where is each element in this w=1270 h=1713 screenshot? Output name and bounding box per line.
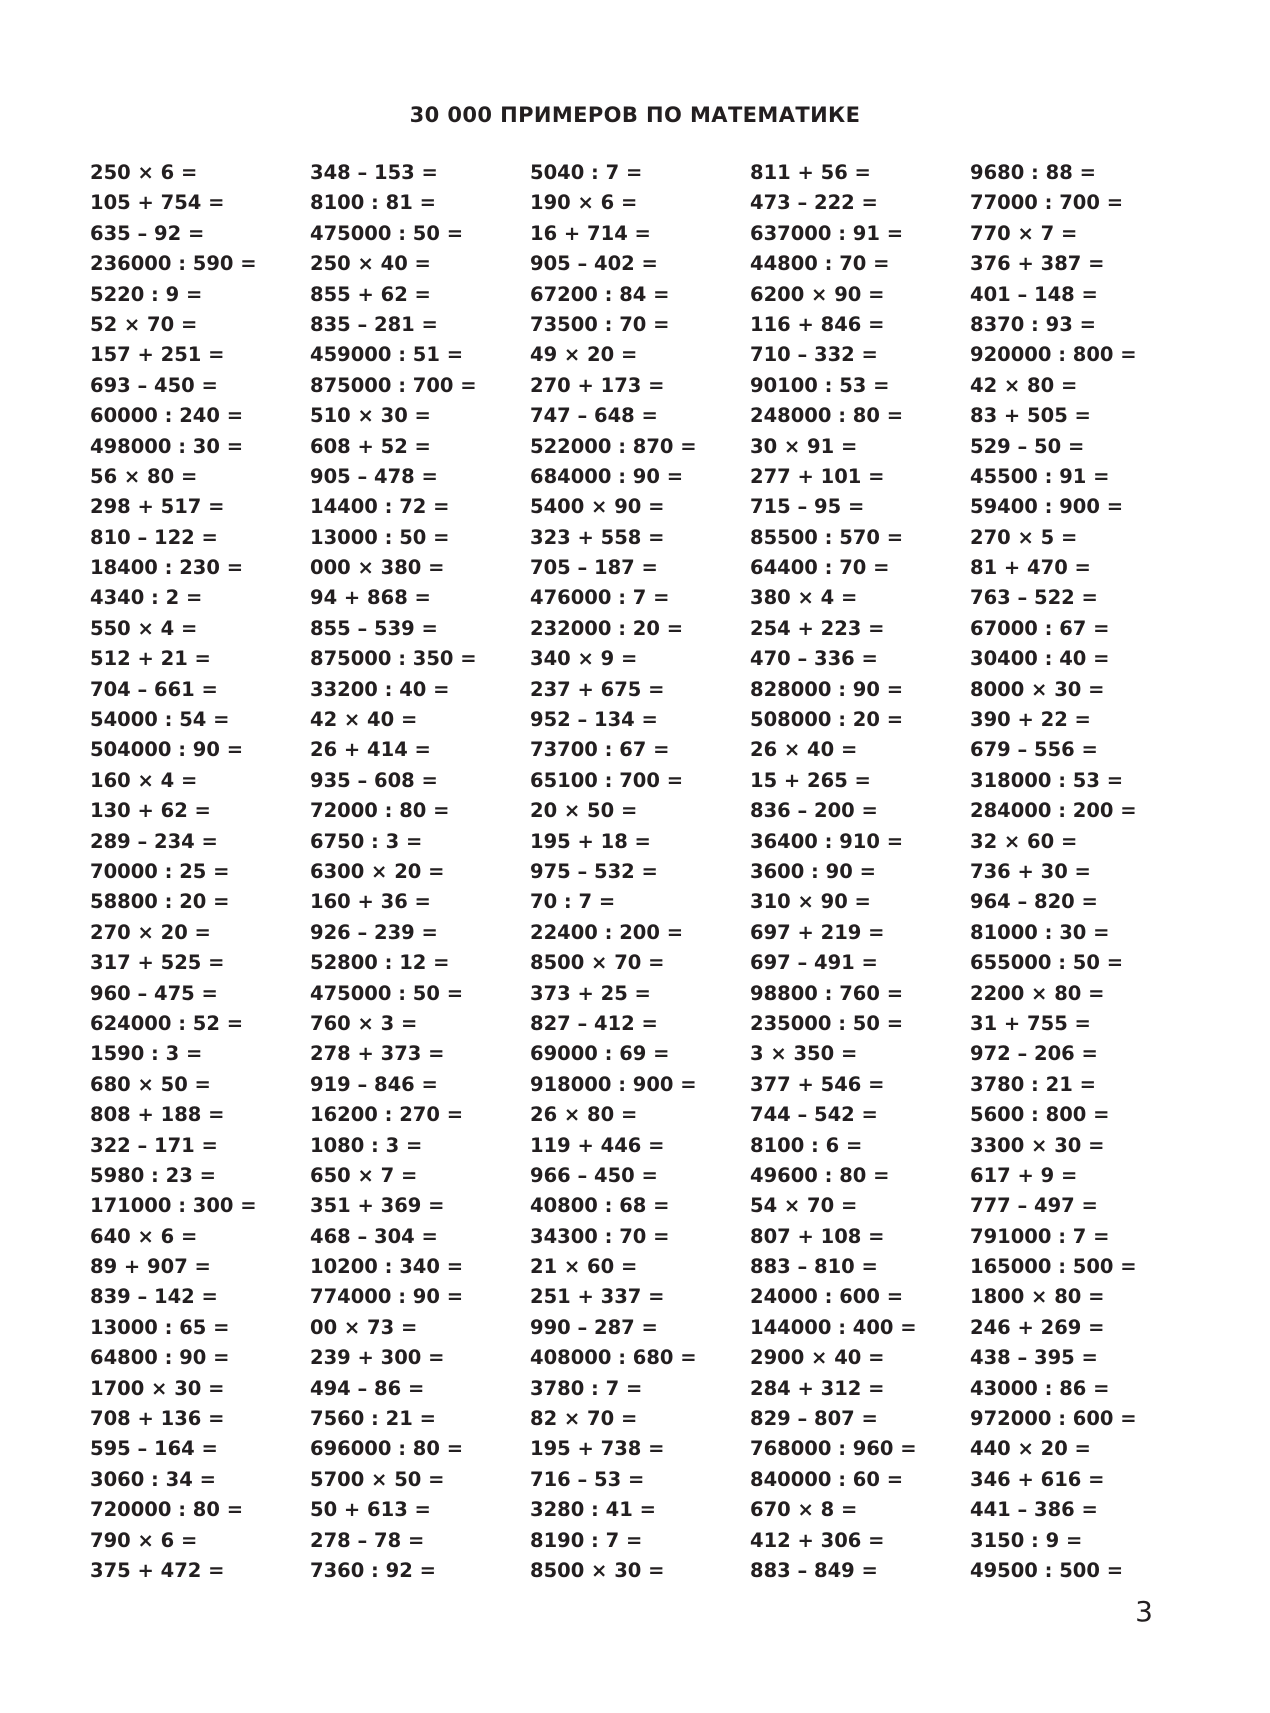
math-example: 59400 : 900 = — [970, 495, 1124, 519]
math-example: 1700 × 30 = — [90, 1376, 225, 1400]
math-example: 105 + 754 = — [90, 191, 225, 215]
math-example: 972 – 206 = — [970, 1042, 1098, 1066]
math-example: 54000 : 54 = — [90, 708, 230, 732]
math-example: 774000 : 90 = — [310, 1285, 464, 1309]
math-example: 171000 : 300 = — [90, 1194, 257, 1218]
math-example: 70 : 7 = — [530, 890, 616, 914]
math-example: 160 + 36 = — [310, 890, 431, 914]
math-example: 696000 : 80 = — [310, 1437, 464, 1461]
math-example: 747 – 648 = — [530, 404, 658, 428]
math-example: 67200 : 84 = — [530, 282, 670, 306]
math-example: 875000 : 700 = — [310, 373, 477, 397]
math-example: 839 – 142 = — [90, 1285, 218, 1309]
math-example: 16 + 714 = — [530, 221, 651, 245]
math-example: 736 + 30 = — [970, 859, 1091, 883]
math-example: 768000 : 960 = — [750, 1437, 917, 1461]
math-example: 8500 × 30 = — [530, 1558, 665, 1582]
math-example: 77000 : 700 = — [970, 191, 1124, 215]
math-example: 3300 × 30 = — [970, 1133, 1105, 1157]
math-example: 16200 : 270 = — [310, 1103, 464, 1127]
math-example: 69000 : 69 = — [530, 1042, 670, 1066]
math-example: 5980 : 23 = — [90, 1163, 216, 1187]
math-example: 3280 : 41 = — [530, 1498, 656, 1522]
math-example: 650 × 7 = — [310, 1163, 418, 1187]
math-example: 00 × 73 = — [310, 1315, 418, 1339]
math-example: 119 + 446 = — [530, 1133, 665, 1157]
math-example: 251 + 337 = — [530, 1285, 665, 1309]
math-example: 22400 : 200 = — [530, 920, 684, 944]
math-example: 855 + 62 = — [310, 282, 431, 306]
math-example: 130 + 62 = — [90, 799, 211, 823]
math-example: 3600 : 90 = — [750, 859, 876, 883]
math-example: 640 × 6 = — [90, 1224, 198, 1248]
math-example: 310 × 90 = — [750, 890, 871, 914]
math-example: 470 – 336 = — [750, 647, 878, 671]
math-example: 33200 : 40 = — [310, 677, 450, 701]
math-example: 278 – 78 = — [310, 1528, 425, 1552]
math-example: 827 – 412 = — [530, 1011, 658, 1035]
math-example: 323 + 558 = — [530, 525, 665, 549]
page-title: 30 000 ПРИМЕРОВ ПО МАТЕМАТИКЕ — [409, 103, 861, 127]
math-example: 49600 : 80 = — [750, 1163, 890, 1187]
math-example: 94 + 868 = — [310, 586, 431, 610]
math-example: 966 – 450 = — [530, 1163, 658, 1187]
math-example: 64800 : 90 = — [90, 1346, 230, 1370]
math-example: 720000 : 80 = — [90, 1498, 244, 1522]
math-example: 401 – 148 = — [970, 282, 1098, 306]
math-example: 697 + 219 = — [750, 920, 885, 944]
math-example: 438 – 395 = — [970, 1346, 1098, 1370]
math-example: 624000 : 52 = — [90, 1011, 244, 1035]
math-example: 317 + 525 = — [90, 951, 225, 975]
math-example: 655000 : 50 = — [970, 951, 1124, 975]
math-example: 836 – 200 = — [750, 799, 878, 823]
math-example: 43000 : 86 = — [970, 1376, 1110, 1400]
math-example: 710 – 332 = — [750, 343, 878, 367]
math-example: 58800 : 20 = — [90, 890, 230, 914]
math-example: 476000 : 7 = — [530, 586, 670, 610]
math-example: 670 × 8 = — [750, 1498, 858, 1522]
math-example: 6200 × 90 = — [750, 282, 885, 306]
math-example: 49 × 20 = — [530, 343, 638, 367]
math-example: 5220 : 9 = — [90, 282, 203, 306]
math-example: 377 + 546 = — [750, 1072, 885, 1096]
page-number: 3 — [1135, 1595, 1153, 1628]
math-example: 697 – 491 = — [750, 951, 878, 975]
math-example: 5600 : 800 = — [970, 1103, 1110, 1127]
math-example: 250 × 40 = — [310, 252, 431, 276]
math-example: 195 + 738 = — [530, 1437, 665, 1461]
math-example: 905 – 402 = — [530, 252, 658, 276]
math-example: 918000 : 900 = — [530, 1072, 697, 1096]
math-example: 9680 : 88 = — [970, 161, 1096, 184]
math-example: 7360 : 92 = — [310, 1558, 436, 1582]
math-example: 512 + 21 = — [90, 647, 211, 671]
math-example: 45500 : 91 = — [970, 464, 1110, 488]
math-example: 250 × 6 = — [90, 161, 198, 184]
math-example: 346 + 616 = — [970, 1467, 1105, 1491]
math-example: 680 × 50 = — [90, 1072, 211, 1096]
math-example: 440 × 20 = — [970, 1437, 1091, 1461]
math-example: 3780 : 21 = — [970, 1072, 1096, 1096]
math-example: 60000 : 240 = — [90, 404, 244, 428]
math-example: 763 – 522 = — [970, 586, 1098, 610]
math-example: 829 – 807 = — [750, 1407, 878, 1431]
math-example: 278 + 373 = — [310, 1042, 445, 1066]
math-example: 13000 : 65 = — [90, 1315, 230, 1339]
math-example: 42 × 40 = — [310, 708, 418, 732]
math-example: 8190 : 7 = — [530, 1528, 643, 1552]
math-example: 232000 : 20 = — [530, 616, 684, 640]
math-example: 236000 : 590 = — [90, 252, 257, 276]
math-example: 44800 : 70 = — [750, 252, 890, 276]
math-example: 270 + 173 = — [530, 373, 665, 397]
math-example: 1080 : 3 = — [310, 1133, 423, 1157]
math-example: 905 – 478 = — [310, 464, 438, 488]
math-example: 6300 × 20 = — [310, 859, 445, 883]
math-example: 190 × 6 = — [530, 191, 638, 215]
math-example: 508000 : 20 = — [750, 708, 904, 732]
math-example: 990 – 287 = — [530, 1315, 658, 1339]
math-example: 351 + 369 = — [310, 1194, 445, 1218]
math-example: 284000 : 200 = — [970, 799, 1137, 823]
math-example: 50 + 613 = — [310, 1498, 431, 1522]
math-example: 412 + 306 = — [750, 1528, 885, 1552]
math-example: 835 – 281 = — [310, 312, 438, 336]
math-example: 26 × 80 = — [530, 1103, 638, 1127]
math-example: 8100 : 81 = — [310, 191, 436, 215]
math-example: 72000 : 80 = — [310, 799, 450, 823]
math-example: 3 × 350 = — [750, 1042, 858, 1066]
math-example: 919 – 846 = — [310, 1072, 438, 1096]
math-example: 36400 : 910 = — [750, 829, 904, 853]
math-example: 21 × 60 = — [530, 1255, 638, 1279]
math-example: 2200 × 80 = — [970, 981, 1105, 1005]
math-example: 85500 : 570 = — [750, 525, 904, 549]
math-example: 975 – 532 = — [530, 859, 658, 883]
math-example: 15 + 265 = — [750, 768, 871, 792]
math-example: 67000 : 67 = — [970, 616, 1110, 640]
math-example: 708 + 136 = — [90, 1407, 225, 1431]
math-example: 494 – 86 = — [310, 1376, 425, 1400]
math-example: 24000 : 600 = — [750, 1285, 904, 1309]
math-example: 875000 : 350 = — [310, 647, 477, 671]
math-example: 926 – 239 = — [310, 920, 438, 944]
math-example: 376 + 387 = — [970, 252, 1105, 276]
examples-column-1 — [90, 158, 305, 1586]
math-example: 441 – 386 = — [970, 1498, 1098, 1522]
math-example: 920000 : 800 = — [970, 343, 1137, 367]
math-example: 348 – 153 = — [310, 161, 438, 184]
math-example: 322 – 171 = — [90, 1133, 218, 1157]
math-example: 49500 : 500 = — [970, 1558, 1124, 1582]
math-example: 791000 : 7 = — [970, 1224, 1110, 1248]
math-example: 635 – 92 = — [90, 221, 205, 245]
math-example: 18400 : 230 = — [90, 556, 244, 580]
math-example: 684000 : 90 = — [530, 464, 684, 488]
math-example: 952 – 134 = — [530, 708, 658, 732]
examples-column-3 — [530, 158, 745, 1586]
math-example: 716 – 53 = — [530, 1467, 645, 1491]
math-example: 855 – 539 = — [310, 616, 438, 640]
math-example: 3780 : 7 = — [530, 1376, 643, 1400]
math-example: 2900 × 40 = — [750, 1346, 885, 1370]
math-example: 840000 : 60 = — [750, 1467, 904, 1491]
math-example: 8000 × 30 = — [970, 677, 1105, 701]
math-example: 964 – 820 = — [970, 890, 1098, 914]
math-example: 760 × 3 = — [310, 1011, 418, 1035]
examples-column-2 — [310, 158, 525, 1586]
math-example: 246 + 269 = — [970, 1315, 1105, 1339]
math-example: 5400 × 90 = — [530, 495, 665, 519]
math-example: 459000 : 51 = — [310, 343, 464, 367]
math-example: 744 – 542 = — [750, 1103, 878, 1127]
math-example: 550 × 4 = — [90, 616, 198, 640]
math-example: 284 + 312 = — [750, 1376, 885, 1400]
math-example: 73700 : 67 = — [530, 738, 670, 762]
math-example: 704 – 661 = — [90, 677, 218, 701]
math-example: 98800 : 760 = — [750, 981, 904, 1005]
math-example: 64400 : 70 = — [750, 556, 890, 580]
math-example: 5700 × 50 = — [310, 1467, 445, 1491]
math-example: 70000 : 25 = — [90, 859, 230, 883]
math-example: 595 – 164 = — [90, 1437, 218, 1461]
math-example: 83 + 505 = — [970, 404, 1091, 428]
math-example: 6750 : 3 = — [310, 829, 423, 853]
math-example: 195 + 18 = — [530, 829, 651, 853]
math-example: 254 + 223 = — [750, 616, 885, 640]
math-example: 54 × 70 = — [750, 1194, 858, 1218]
math-example: 81000 : 30 = — [970, 920, 1110, 944]
math-example: 42 × 80 = — [970, 373, 1078, 397]
math-example: 298 + 517 = — [90, 495, 225, 519]
math-example: 475000 : 50 = — [310, 981, 464, 1005]
math-example: 90100 : 53 = — [750, 373, 890, 397]
math-example: 157 + 251 = — [90, 343, 225, 367]
math-example: 808 + 188 = — [90, 1103, 225, 1127]
math-example: 277 + 101 = — [750, 464, 885, 488]
math-example: 000 × 380 = — [310, 556, 445, 580]
math-example: 811 + 56 = — [750, 161, 871, 184]
math-example: 10200 : 340 = — [310, 1255, 464, 1279]
math-example: 883 – 849 = — [750, 1558, 878, 1582]
math-example: 20 × 50 = — [530, 799, 638, 823]
math-example: 239 + 300 = — [310, 1346, 445, 1370]
math-example: 13000 : 50 = — [310, 525, 450, 549]
math-example: 373 + 25 = — [530, 981, 651, 1005]
math-example: 52 × 70 = — [90, 312, 198, 336]
math-example: 3150 : 9 = — [970, 1528, 1083, 1552]
math-example: 52800 : 12 = — [310, 951, 450, 975]
math-example: 165000 : 500 = — [970, 1255, 1137, 1279]
math-example: 160 × 4 = — [90, 768, 198, 792]
math-example: 8100 : 6 = — [750, 1133, 863, 1157]
examples-column-5 — [970, 158, 1185, 1586]
math-example: 237 + 675 = — [530, 677, 665, 701]
math-example: 89 + 907 = — [90, 1255, 211, 1279]
math-example: 340 × 9 = — [530, 647, 638, 671]
math-example: 529 – 50 = — [970, 434, 1085, 458]
math-example: 81 + 470 = — [970, 556, 1091, 580]
math-example: 883 – 810 = — [750, 1255, 878, 1279]
math-example: 715 – 95 = — [750, 495, 865, 519]
math-example: 235000 : 50 = — [750, 1011, 904, 1035]
math-example: 510 × 30 = — [310, 404, 431, 428]
math-example: 679 – 556 = — [970, 738, 1098, 762]
math-example: 116 + 846 = — [750, 312, 885, 336]
math-example: 828000 : 90 = — [750, 677, 904, 701]
math-example: 522000 : 870 = — [530, 434, 697, 458]
math-example: 289 – 234 = — [90, 829, 218, 853]
math-example: 375 + 472 = — [90, 1558, 225, 1582]
math-example: 468 – 304 = — [310, 1224, 438, 1248]
math-example: 972000 : 600 = — [970, 1407, 1137, 1431]
math-example: 408000 : 680 = — [530, 1346, 697, 1370]
math-example: 790 × 6 = — [90, 1528, 198, 1552]
math-example: 30400 : 40 = — [970, 647, 1110, 671]
math-example: 380 × 4 = — [750, 586, 858, 610]
math-example: 144000 : 400 = — [750, 1315, 917, 1339]
math-example: 270 × 5 = — [970, 525, 1078, 549]
math-example: 40800 : 68 = — [530, 1194, 670, 1218]
math-example: 935 – 608 = — [310, 768, 438, 792]
math-example: 770 × 7 = — [970, 221, 1078, 245]
math-example: 34300 : 70 = — [530, 1224, 670, 1248]
math-example: 705 – 187 = — [530, 556, 658, 580]
math-example: 4340 : 2 = — [90, 586, 203, 610]
math-example: 8370 : 93 = — [970, 312, 1096, 336]
math-example: 475000 : 50 = — [310, 221, 464, 245]
math-example: 14400 : 72 = — [310, 495, 450, 519]
math-example: 617 + 9 = — [970, 1163, 1078, 1187]
math-example: 30 × 91 = — [750, 434, 858, 458]
math-example: 807 + 108 = — [750, 1224, 885, 1248]
math-example: 810 – 122 = — [90, 525, 218, 549]
math-example: 26 × 40 = — [750, 738, 858, 762]
math-example: 248000 : 80 = — [750, 404, 904, 428]
math-example: 56 × 80 = — [90, 464, 198, 488]
math-example: 1590 : 3 = — [90, 1042, 203, 1066]
math-example: 8500 × 70 = — [530, 951, 665, 975]
math-example: 504000 : 90 = — [90, 738, 244, 762]
math-example: 82 × 70 = — [530, 1407, 638, 1431]
math-example: 32 × 60 = — [970, 829, 1078, 853]
math-example: 693 – 450 = — [90, 373, 218, 397]
math-example: 1800 × 80 = — [970, 1285, 1105, 1309]
math-example: 270 × 20 = — [90, 920, 211, 944]
math-example: 637000 : 91 = — [750, 221, 904, 245]
math-example: 390 + 22 = — [970, 708, 1091, 732]
math-example: 26 + 414 = — [310, 738, 431, 762]
math-example: 5040 : 7 = — [530, 161, 643, 184]
math-example: 7560 : 21 = — [310, 1407, 436, 1431]
math-example: 3060 : 34 = — [90, 1467, 216, 1491]
math-example: 31 + 755 = — [970, 1011, 1091, 1035]
math-example: 498000 : 30 = — [90, 434, 244, 458]
examples-column-4 — [750, 158, 965, 1586]
math-example: 318000 : 53 = — [970, 768, 1124, 792]
math-example: 608 + 52 = — [310, 434, 431, 458]
math-example: 777 – 497 = — [970, 1194, 1098, 1218]
math-example: 73500 : 70 = — [530, 312, 670, 336]
math-example: 65100 : 700 = — [530, 768, 684, 792]
math-example: 960 – 475 = — [90, 981, 218, 1005]
math-example: 473 – 222 = — [750, 191, 878, 215]
examples-grid — [90, 158, 1190, 1582]
